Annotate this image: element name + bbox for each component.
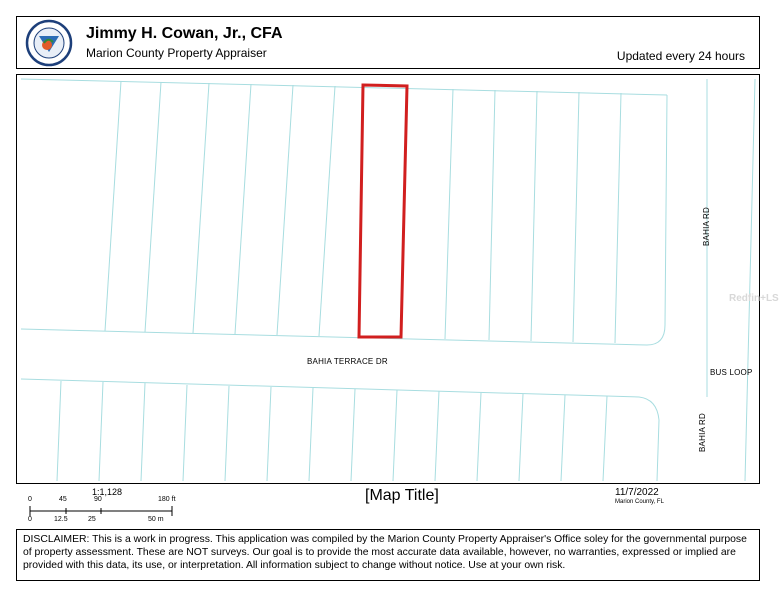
road-label-bahia-rd-south: BAHIA RD bbox=[697, 413, 707, 452]
scale-tick-m-50: 50 m bbox=[148, 516, 164, 523]
parcel-map[interactable] bbox=[16, 74, 779, 484]
parcel-lines-layer bbox=[17, 75, 761, 485]
map-date: 11/7/2022 bbox=[615, 487, 659, 498]
disclaimer-text: DISCLAIMER: This is a work in progress. This application was compiled by the Marion County Property Appraiser's Office soley for the governmental purpose of property assessment. These are NOT surveys. Our goal is to provide the most accurate data available, however, no warranties, expressed or implied are provided with this data, its use, or interpretation. All information subject to change without notice. Use at your own risk. bbox=[16, 529, 760, 581]
update-frequency: Updated every 24 hours bbox=[616, 49, 745, 63]
scale-tick-ft-0: 0 bbox=[28, 496, 32, 503]
scale-tick-m-12-5: 12.5 bbox=[54, 516, 68, 523]
watermark: Redfin+LS bbox=[729, 293, 779, 304]
appraiser-name: Jimmy H. Cowan, Jr., CFA bbox=[86, 25, 283, 42]
road-label-bahia-rd-north: BAHIA RD bbox=[701, 207, 711, 246]
header-panel bbox=[16, 16, 760, 69]
scale-tick-ft-90: 90 bbox=[94, 496, 102, 503]
road-label-bus-loop: BUS LOOP bbox=[710, 368, 753, 377]
scale-tick-m-25: 25 bbox=[88, 516, 96, 523]
county-seal-logo-icon bbox=[25, 19, 73, 67]
office-name: Marion County Property Appraiser bbox=[86, 46, 267, 60]
scale-tick-ft-180: 180 ft bbox=[158, 496, 176, 503]
scale-bar bbox=[22, 486, 192, 526]
scale-ratio: 1:1,128 bbox=[92, 487, 123, 497]
road-label-bahia-terrace-dr: BAHIA TERRACE DR bbox=[307, 357, 388, 366]
scale-bar-graphic bbox=[22, 504, 192, 518]
scale-tick-m-0: 0 bbox=[28, 516, 32, 523]
highlighted-parcel bbox=[359, 85, 407, 337]
map-title: [Map Title] bbox=[365, 487, 439, 504]
county-label: Marion County, FL bbox=[615, 499, 664, 505]
scale-tick-ft-45: 45 bbox=[59, 496, 67, 503]
